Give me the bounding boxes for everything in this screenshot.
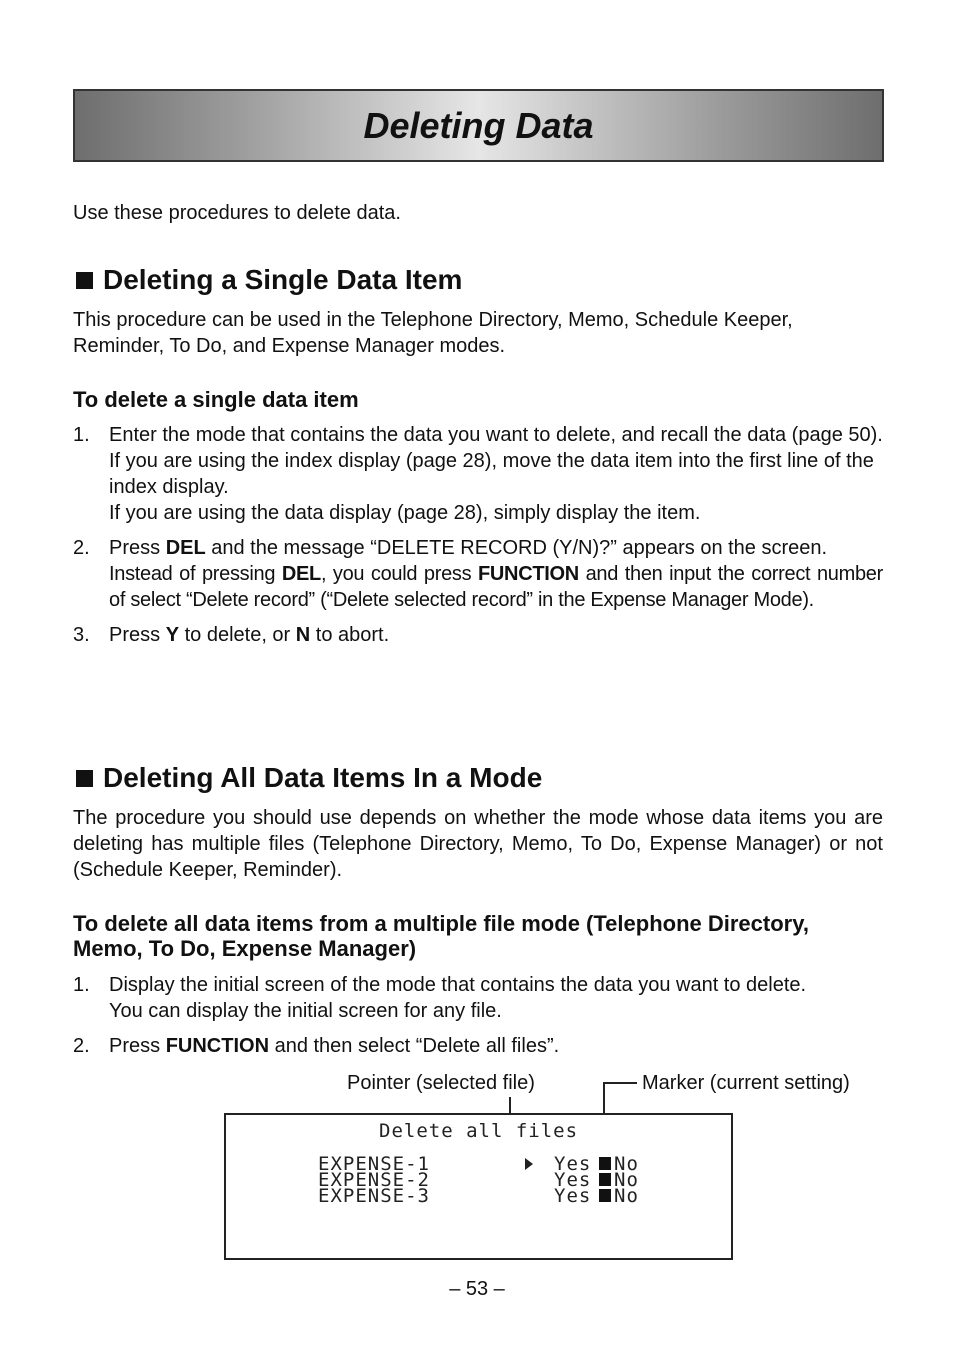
yes-option[interactable]: Yes [554,1169,592,1191]
section1-steps [73,422,883,657]
no-option[interactable]: No [614,1169,639,1191]
key-function: FUNCTION [477,563,579,585]
file-name: EXPENSE-3 [318,1185,430,1207]
intro-text: Use these procedures to delete data. [73,202,401,224]
marker-icon [599,1157,611,1170]
page-title-banner [73,89,884,162]
section2-body: The procedure you should use depends on whether the mode whose data items you are deleting has multiple files (Telephone Directory, Memo, To Do, Expense Manager) or not (Schedule Keeper, Reminder). [73,807,883,881]
section1-body: This procedure can be used in the Telephone Directory, Memo, Schedule Keeper, Reminder, To Do, and Expense Manager modes. [73,309,793,357]
list-item: 1. Enter the mode that contains the data you want to delete, and recall the data (page 50). If you are using the index display (page 28), move the data item into the first line of the index display. If you are using the data display (page 28), simply display the item. [73,424,883,524]
marker-icon [599,1173,611,1186]
no-option[interactable]: No [614,1153,639,1175]
list-item: 2. Press FUNCTION and then select “Delete all files”. [73,1035,560,1057]
yes-option[interactable]: Yes [554,1153,592,1175]
pointer-label: Pointer (selected file) [347,1072,535,1094]
key-function: FUNCTION [165,1035,270,1057]
section2-heading-text: Deleting All Data Items In a Mode [103,762,543,793]
marker-leader-line [603,1082,637,1084]
file-name: EXPENSE-2 [318,1169,430,1191]
section1-heading [73,263,883,297]
yes-option[interactable]: Yes [554,1185,592,1207]
no-option[interactable]: No [614,1185,639,1207]
page-title: Deleting Data [363,104,594,146]
lcd-screen [224,1113,733,1260]
section2-subheading: To delete all data items from a multiple file mode (Telephone Directory, Memo, To Do, Expense Manager) [73,911,809,961]
key-y: Y [165,624,180,646]
section1-heading-text: Deleting a Single Data Item [103,264,463,295]
key-n: N [295,624,311,646]
key-del: DEL [165,537,206,559]
file-name: EXPENSE-1 [318,1153,430,1175]
section2-steps [73,972,883,1068]
marker-icon [599,1189,611,1202]
square-bullet-icon [76,272,93,289]
square-bullet-icon [76,770,93,787]
section1-subheading: To delete a single data item [73,387,359,412]
list-item: 3. Press Y to delete, or N to abort. [73,624,390,646]
screen-title: Delete all files [379,1120,579,1142]
section2-heading [73,761,883,795]
list-item: 2. Press DEL and the message “DELETE RECORD (Y/N)?” appears on the screen. Instead of pressing DEL, you could press FUNCTION and then input the correct number of select “Delete record” (“Delete selected record” in the Expense Manager Mode). [73,537,883,611]
pointer-icon [525,1158,533,1170]
key-del: DEL [281,563,321,585]
list-item: 1. Display the initial screen of the mode that contains the data you want to delete. You can display the initial screen for any file. [73,974,807,1022]
marker-label: Marker (current setting) [642,1072,850,1094]
page-number: – 53 – [449,1278,505,1300]
